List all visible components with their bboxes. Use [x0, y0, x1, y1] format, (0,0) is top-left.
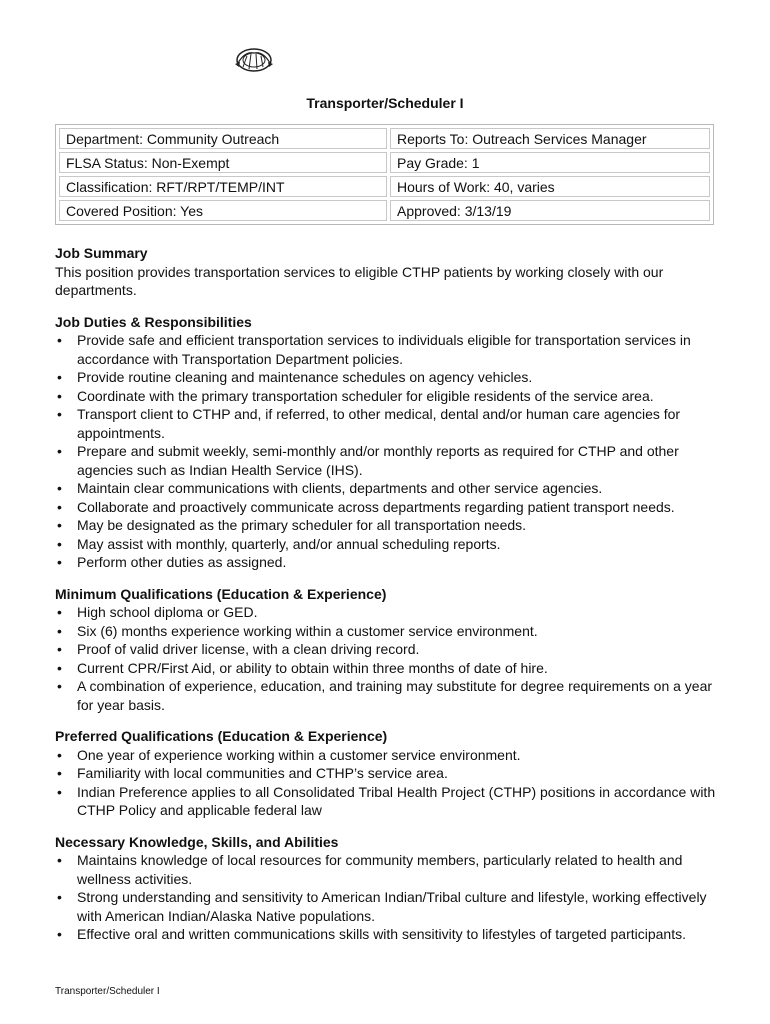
document-title: Transporter/Scheduler I: [306, 95, 464, 111]
section-heading: Necessary Knowledge, Skills, and Abilities: [55, 833, 339, 850]
organization-logo: [233, 43, 275, 77]
flsa-status-cell: FLSA Status: Non-Exempt: [59, 152, 387, 173]
list-item: • Proof of valid driver license, with a clean driving record.: [55, 640, 725, 659]
list-item: • May be designated as the primary scheduler for all transportation needs.: [55, 516, 725, 535]
table-row: [59, 128, 710, 149]
table-row: [59, 152, 710, 173]
duties-section: [55, 313, 725, 572]
list-item: • Provide safe and efficient transportation services to individuals eligible for transportation services in accordance with Transportation Department policies.: [55, 331, 725, 368]
list-item: • One year of experience working within a customer service environment.: [55, 746, 725, 765]
list-item: • Prepare and submit weekly, semi-monthly and/or monthly reports as required for CTHP and other agencies such as Indian Health Service (IHS).: [55, 442, 725, 479]
list-item: • High school diploma or GED.: [55, 603, 725, 622]
list-item: • Indian Preference applies to all Consolidated Tribal Health Project (CTHP) positions in accordance with CTHP Policy and applicable federal law: [55, 783, 725, 820]
preferred-qualifications-section: [55, 727, 725, 820]
minimum-qualifications-section: [55, 585, 725, 715]
list-item: • Coordinate with the primary transportation scheduler for eligible residents of the service area.: [55, 387, 725, 406]
list-item: • Strong understanding and sensitivity to American Indian/Tribal culture and lifestyle, working effectively with American Indian/Alaska Native populations.: [55, 888, 725, 925]
pay-grade-cell: Pay Grade: 1: [390, 152, 710, 173]
list-item: • May assist with monthly, quarterly, and/or annual scheduling reports.: [55, 535, 725, 554]
list-item: • Effective oral and written communications skills with sensitivity to lifestyles of targeted participants.: [55, 925, 725, 944]
list-item: • Maintain clear communications with clients, departments and other service agencies.: [55, 479, 725, 498]
list-item: • Collaborate and proactively communicate across departments regarding patient transport needs.: [55, 498, 725, 517]
list-item: • A combination of experience, education, and training may substitute for degree requirements on a year for year basis.: [55, 677, 725, 714]
department-cell: Department: Community Outreach: [59, 128, 387, 149]
list-item: • Transport client to CTHP and, if referred, to other medical, dental and/or human care agencies for appointments.: [55, 405, 725, 442]
list-item: • Familiarity with local communities and CTHP’s service area.: [55, 764, 725, 783]
preferred-qualifications-list: [55, 746, 725, 820]
section-heading: Job Duties & Responsibilities: [55, 313, 252, 330]
list-item: • Maintains knowledge of local resources for community members, particularly related to health and wellness activities.: [55, 851, 725, 888]
list-item: • Six (6) months experience working within a customer service environment.: [55, 622, 725, 641]
section-heading: Job Summary: [55, 245, 148, 261]
list-item: • Perform other duties as assigned.: [55, 553, 725, 572]
classification-cell: Classification: RFT/RPT/TEMP/INT: [59, 176, 387, 197]
minimum-qualifications-list: [55, 603, 725, 714]
table-row: [59, 176, 710, 197]
hours-of-work-cell: Hours of Work: 40, varies: [390, 176, 710, 197]
list-item: • Provide routine cleaning and maintenance schedules on agency vehicles.: [55, 368, 725, 387]
duties-list: [55, 331, 725, 572]
page-footer: Transporter/Scheduler I: [55, 986, 160, 997]
job-summary-text: This position provides transportation services to eligible CTHP patients by working closely with our departments.: [55, 263, 664, 298]
document-body: [55, 244, 725, 957]
list-item: • Current CPR/First Aid, or ability to obtain within three months of date of hire.: [55, 659, 725, 678]
job-summary-section: [55, 244, 725, 300]
section-heading: Preferred Qualifications (Education & Experience): [55, 728, 388, 744]
reports-to-cell: Reports To: Outreach Services Manager: [390, 128, 710, 149]
knowledge-skills-section: [55, 833, 725, 944]
job-info-table: [55, 124, 714, 225]
covered-position-cell: Covered Position: Yes: [59, 200, 387, 221]
table-row: [59, 200, 710, 221]
knowledge-skills-list: [55, 851, 725, 944]
section-heading: Minimum Qualifications (Education & Experience): [55, 585, 387, 602]
approved-date-cell: Approved: 3/13/19: [390, 200, 710, 221]
